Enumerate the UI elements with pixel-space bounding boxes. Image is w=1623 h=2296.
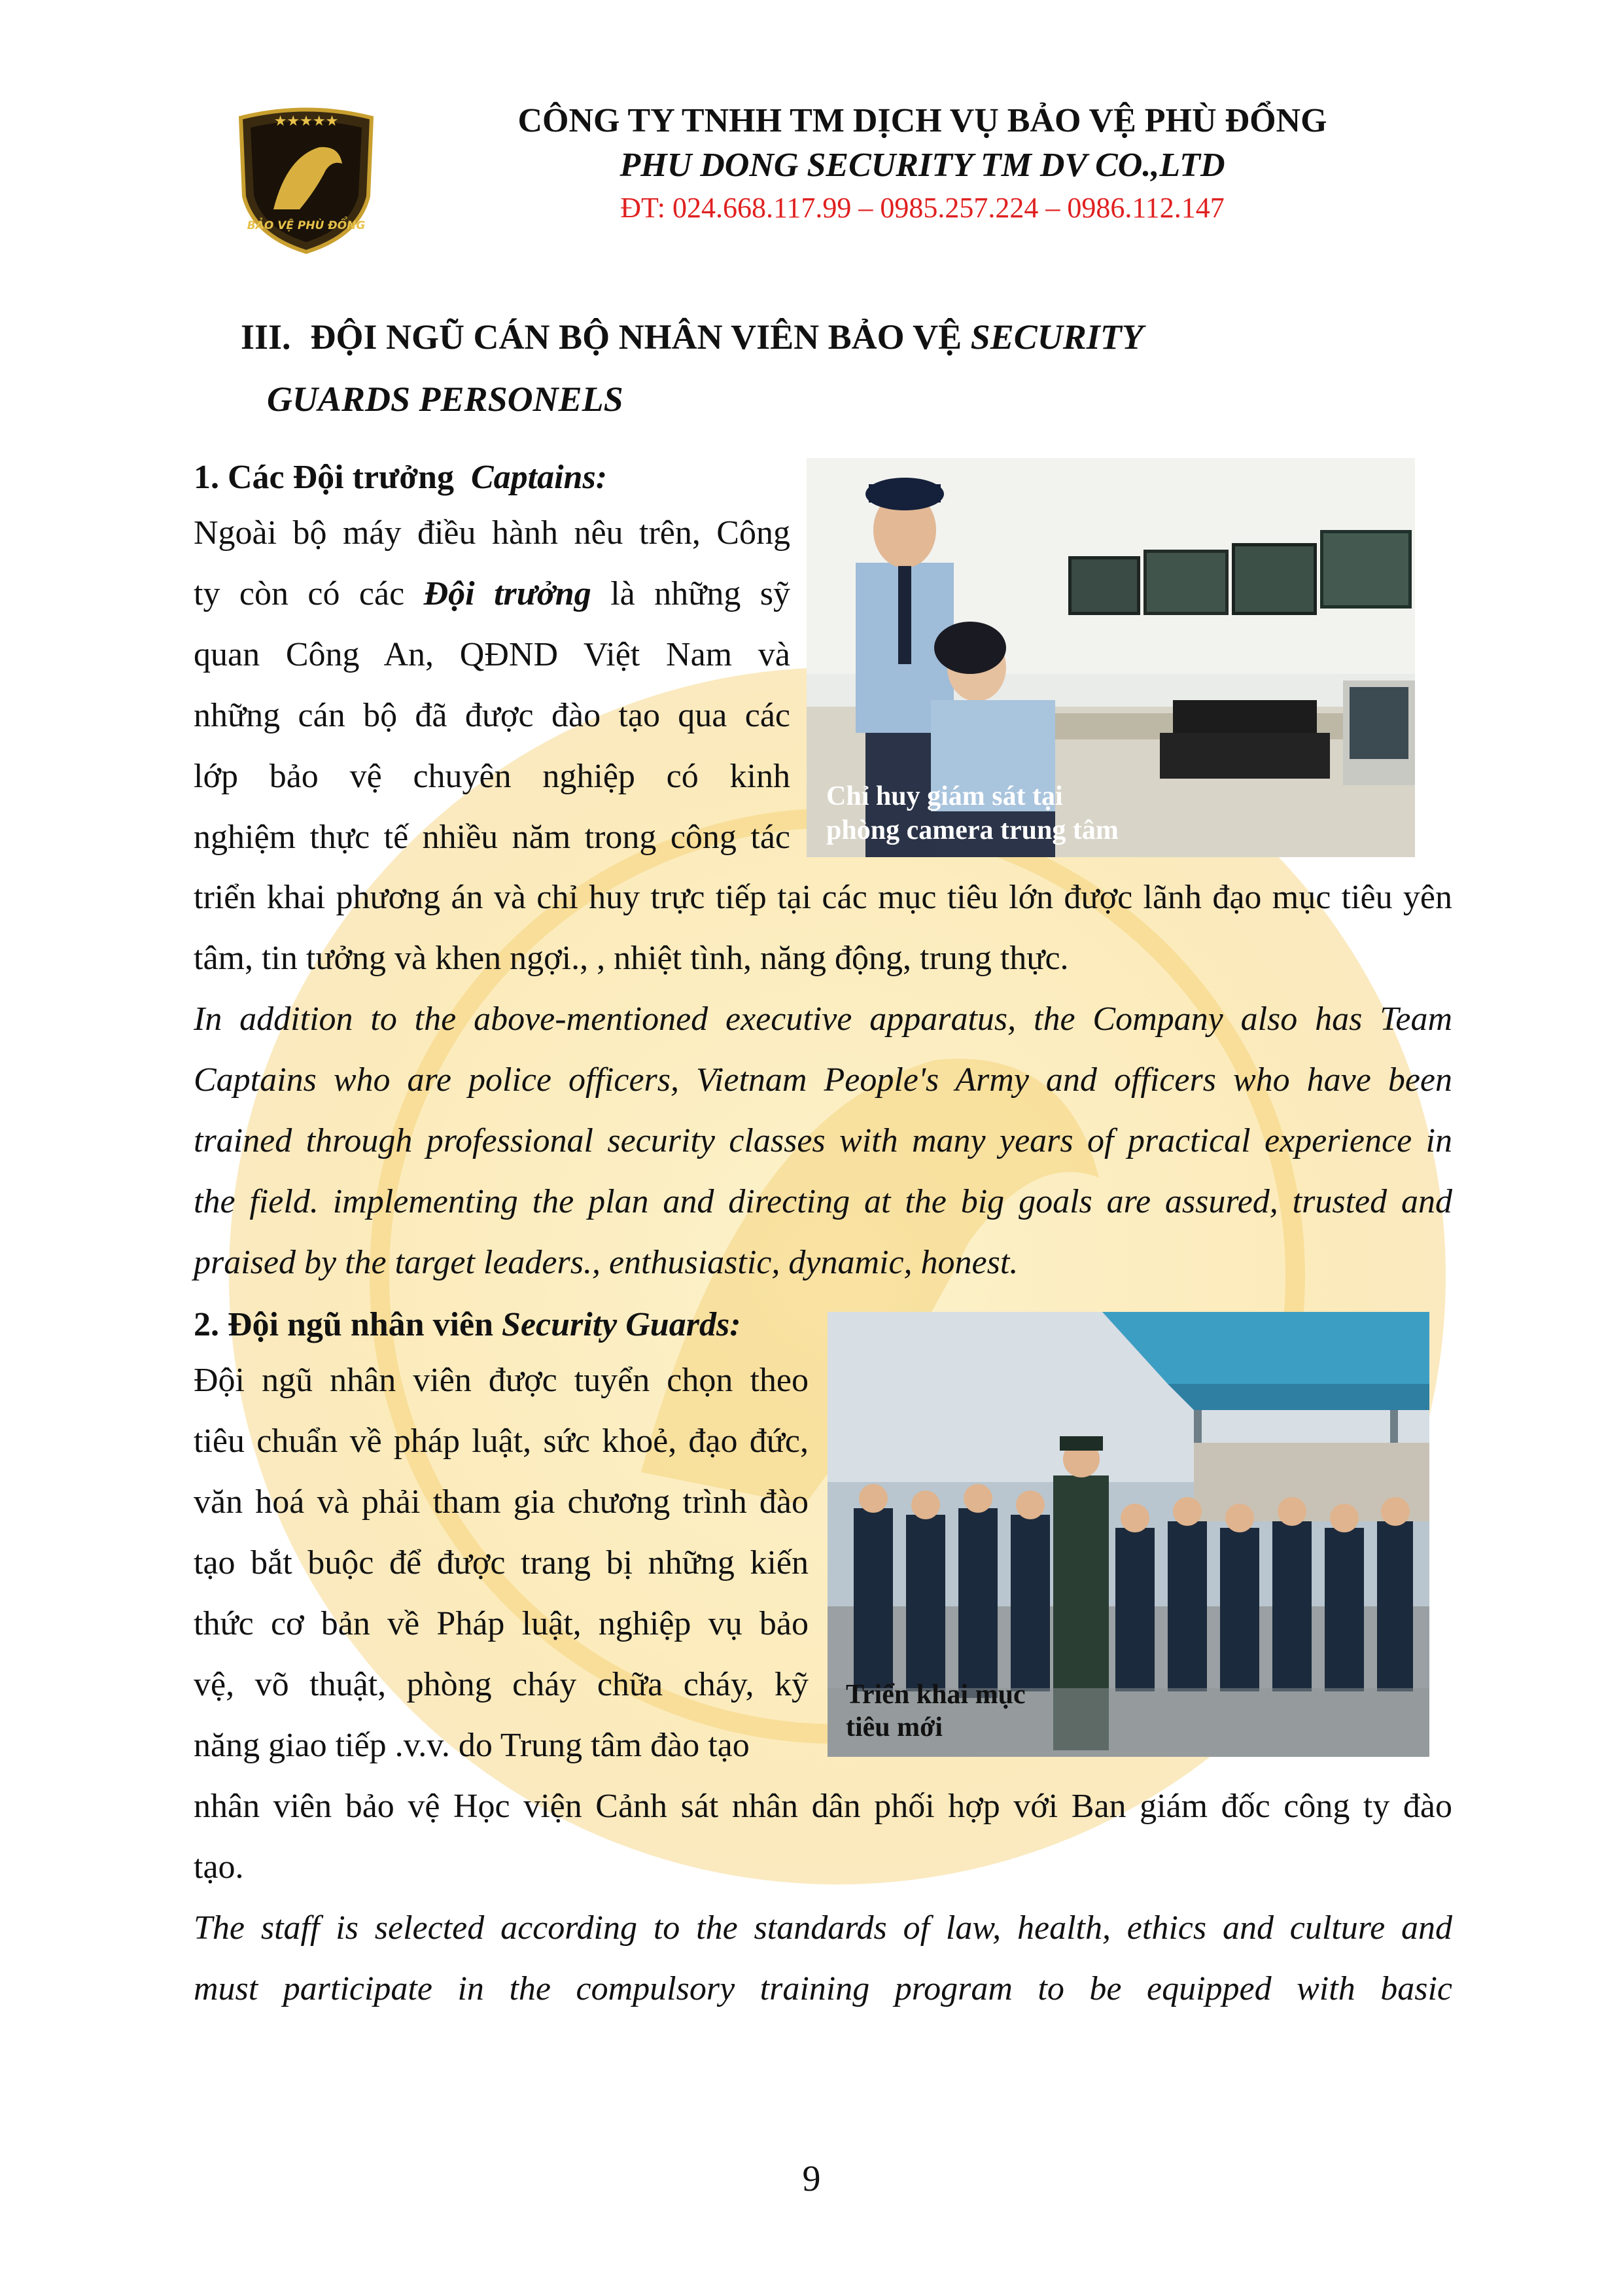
- control-room-photo: [807, 458, 1415, 857]
- text-line: văn hoá và phải tham gia chương trình đào: [194, 1483, 809, 1521]
- section-heading: [241, 314, 1143, 360]
- captains-heading: [194, 455, 607, 501]
- text-line: trained through professional security classes with many years of practical experience in: [194, 1122, 1452, 1159]
- svg-text:BẢO VỆ PHÙ ĐỔNG: BẢO VỆ PHÙ ĐỔNG: [247, 219, 366, 232]
- text-line: ty còn có các Đội trưởng là những sỹ: [194, 575, 790, 612]
- captains-vn-left-column: [194, 503, 790, 868]
- section-title-en-2: GUARDS PERSONELS: [267, 380, 623, 419]
- text-line: The staff is selected according to the standards of law, health, ethics and culture and: [194, 1909, 1452, 1947]
- text-line: vệ, võ thuật, phòng cháy chữa cháy, kỹ: [194, 1666, 809, 1703]
- photo2-caption-line1: Triển khai mục: [846, 1680, 1026, 1710]
- text-line: tạo bắt buộc để được trang bị những kiến: [194, 1544, 809, 1581]
- photo2-caption-line2: tiêu mới: [846, 1712, 943, 1742]
- text-line: the field. implementing the plan and directing at the big goals are assured, trusted and: [194, 1183, 1452, 1220]
- guards-en-paragraph: [194, 1898, 1452, 2019]
- svg-text:★★★★★: ★★★★★: [273, 113, 339, 130]
- guards-formation-photo: [828, 1312, 1429, 1757]
- captains-heading-en: Captains:: [470, 459, 608, 496]
- section-number: III.: [241, 317, 291, 357]
- company-logo: [228, 98, 385, 255]
- text-line: tiêu chuẩn về pháp luật, sức khoẻ, đạo đức,: [194, 1422, 809, 1460]
- text-line: tạo.: [194, 1848, 244, 1886]
- section-title-vn: ĐỘI NGŨ CÁN BỘ NHÂN VIÊN BẢO VỆ: [310, 317, 962, 357]
- text-line: những cán bộ đã được đào tạo qua các: [194, 697, 790, 734]
- company-name-en: PHU DONG SECURITY TM DV CO.,LTD: [620, 147, 1225, 184]
- captains-vn-full-width: [194, 867, 1452, 989]
- text-line: lớp bảo vệ chuyên nghiệp có kinh: [194, 758, 790, 795]
- text-line: triển khai phương án và chỉ huy trực tiếp tại các mục tiêu lớn được lãnh đạo mục tiêu yên: [194, 879, 1452, 916]
- guards-heading-en: Security Guards:: [502, 1306, 741, 1343]
- text-line: must participate in the compulsory training program to be equipped with basic: [194, 1970, 1452, 2007]
- captains-heading-vn: 1. Các Đội trưởng: [194, 459, 454, 496]
- text-line: thức cơ bản về Pháp luật, nghiệp vụ bảo: [194, 1605, 809, 1642]
- text-line: praised by the target leaders., enthusiastic, dynamic, honest.: [194, 1244, 1019, 1281]
- text-line: Đội ngũ nhân viên được tuyển chọn theo: [194, 1362, 809, 1399]
- photo1-caption-line1: Chỉ huy giám sát tại: [826, 781, 1063, 811]
- text-line: Captains who are police officers, Vietnam People's Army and officers who have been: [194, 1061, 1452, 1099]
- company-name-vn: CÔNG TY TNHH TM DỊCH VỤ BẢO VỆ PHÙ ĐỔNG: [517, 102, 1327, 139]
- section-title-en-1: SECURITY: [970, 317, 1143, 357]
- page-number: 9: [802, 2159, 821, 2199]
- text-line: In addition to the above-mentioned executive apparatus, the Company also has Team: [194, 1000, 1452, 1038]
- guards-heading-vn: 2. Đội ngũ nhân viên: [194, 1306, 494, 1343]
- guards-vn-left-column: [194, 1350, 809, 1776]
- text-line: quan Công An, QĐND Việt Nam và: [194, 636, 790, 673]
- text-line: năng giao tiếp .v.v. do Trung tâm đào tạo: [194, 1727, 750, 1764]
- captains-en-paragraph: [194, 989, 1452, 1293]
- text-line: nhân viên bảo vệ Học viện Cảnh sát nhân dân phối hợp với Ban giám đốc công ty đào: [194, 1788, 1452, 1825]
- photo1-caption-line2: phòng camera trung tâm: [826, 815, 1119, 845]
- guards-heading: [194, 1302, 741, 1348]
- text-line: tâm, tin tưởng và khen ngợi., , nhiệt tình, năng động, trung thực.: [194, 940, 1069, 977]
- guards-vn-full-width: [194, 1776, 1452, 1898]
- company-phone: ĐT: 024.668.117.99 – 0985.257.224 – 0986.112.147: [620, 192, 1225, 224]
- text-line: nghiệm thực tế nhiều năm trong công tác: [194, 819, 790, 856]
- text-line: Ngoài bộ máy điều hành nêu trên, Công: [194, 514, 790, 552]
